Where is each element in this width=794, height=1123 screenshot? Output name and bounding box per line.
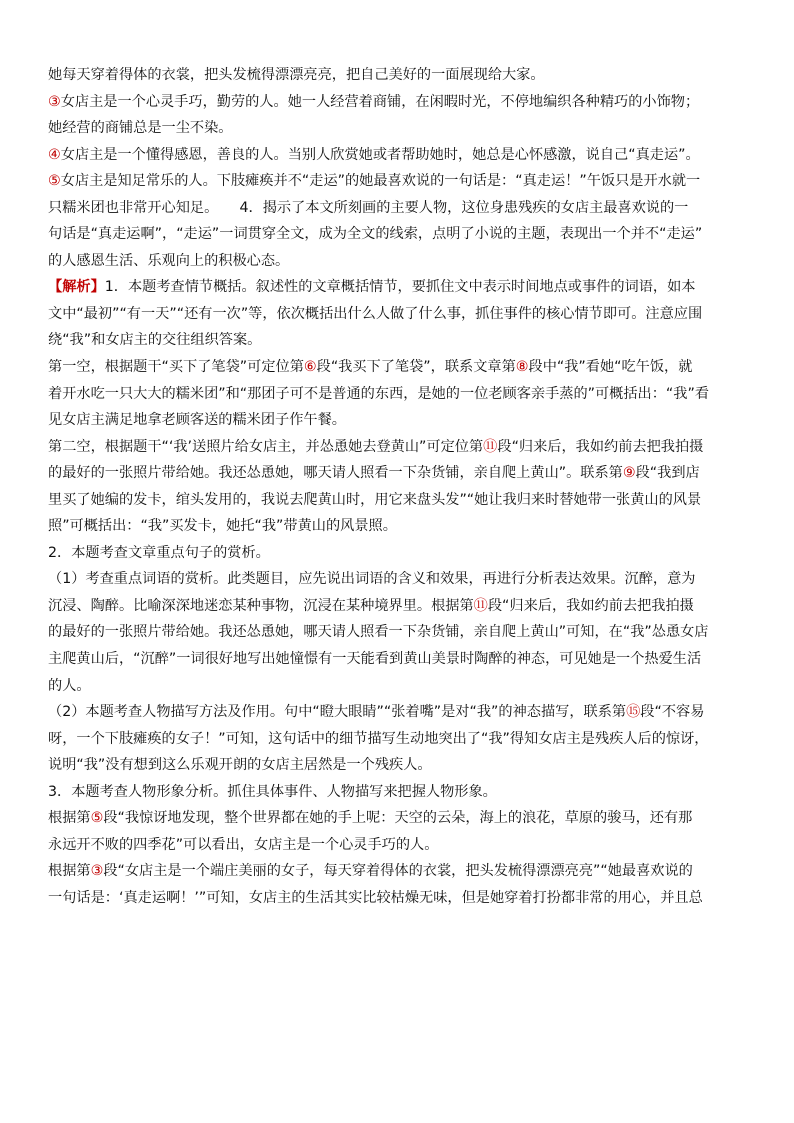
text-segment: 呀，一个下肢瘫痪的女子！”可知，这句话中的细节描写生动地突出了“我”得知女店主是残疾人后的惊讶， [48, 730, 709, 747]
highlighted-text: ③ [90, 863, 104, 880]
text-segment: 女店主是一个心灵手巧，勤劳的人。她一人经营着商铺，在闲暇时光，不停地编织各种精巧的小饰物； [60, 93, 700, 110]
text-line [48, 460, 748, 487]
text-segment: 根据第 [48, 810, 91, 827]
text-segment: 第一空，根据题干“买下了笔袋”可定位第 [48, 359, 304, 376]
text-line [48, 487, 748, 514]
text-line [48, 62, 748, 89]
text-line [48, 381, 748, 408]
highlighted-text: ⑨ [622, 465, 636, 482]
text-segment: 她经营的商铺总是一尘不染。 [48, 120, 233, 137]
text-segment: 段“归来后，我如约前去把我拍摄 [497, 438, 704, 455]
text-segment: 沉浸、陶醉。比喻深深地迷恋某种事物，沉浸在某种境界里。根据第 [48, 597, 474, 614]
text-line [48, 274, 748, 301]
text-segment: 她每天穿着得体的衣裳，把头发梳得漂漂亮亮，把自己美好的一面展现给大家。 [48, 67, 545, 83]
text-line [48, 779, 748, 806]
text-segment: 根据第 [48, 863, 91, 880]
text-line [48, 752, 748, 779]
text-segment: 段“归来后，我如约前去把我拍摄 [487, 597, 694, 614]
text-segment: 着开水吃一只大大的糯米团”和“那团子可不是普通的东西，是她的一位老顾客亲手蒸的”可概括出：“我”看 [48, 385, 710, 402]
text-line [48, 89, 748, 116]
text-segment: 照”可概括出：“我”买发卡，她托“我”带黄山的风景照。 [48, 518, 397, 535]
text-line [48, 646, 748, 673]
text-segment: 主爬黄山后，“沉醉”一词很好地写出她憧憬有一天能看到黄山美景时陶醉的神态，可见她是一个热爱生活 [48, 651, 702, 668]
highlighted-text: ⑪ [473, 597, 488, 614]
text-line [48, 858, 748, 885]
text-segment: （1）考查重点词语的赏析。此类题目，应先说出词语的含义和效果，再进行分析表达效果。沉醉，意为 [48, 571, 696, 588]
text-line [48, 673, 748, 700]
text-segment: 见女店主满足地拿老顾客送的糯米团子作午餐。 [48, 412, 346, 429]
text-line [48, 434, 748, 461]
highlighted-text: ③ [48, 93, 61, 110]
text-line [48, 540, 748, 567]
highlighted-text: ⑤ [90, 810, 104, 827]
text-line [48, 619, 748, 646]
text-segment: 3．本题考查人物形象分析。抓住具体事件、人物描写来把握人物形象。 [48, 783, 497, 800]
highlighted-text: 【解析】 [48, 279, 105, 296]
text-line [48, 699, 748, 726]
text-segment: （2）本题考查人物描写方法及作用。句中“瞪大眼睛”“张着嘴”是对“我”的神态描写，联系第 [48, 704, 627, 721]
text-line [48, 407, 748, 434]
highlighted-text: ⑤ [48, 173, 61, 190]
text-line [48, 115, 748, 142]
text-segment: 的人。 [48, 677, 91, 694]
text-segment: 段“我买下了笔袋”，联系文章第 [316, 359, 516, 376]
text-segment: 段“不容易 [640, 704, 705, 721]
text-segment: 1．本题考查情节概括。叙述性的文章概括情节，要抓住文中表示时间地点或事件的词语，如本 [104, 279, 696, 296]
text-line [48, 195, 748, 222]
highlighted-text: ⑥ [303, 359, 317, 376]
highlighted-text: ⑮ [626, 704, 641, 721]
text-segment: 的最好的一张照片带给她。我还怂恿她，哪天请人照看一下杂货铺，亲自爬上黄山”。联系第 [48, 465, 623, 482]
text-line [48, 566, 748, 593]
text-segment: 段“我到店 [635, 465, 700, 482]
text-segment: 句话是“真走运啊”，“走运”一词贯穿全文，成为全文的线索，点明了小说的主题，表现出一个并不“走运” [48, 226, 703, 243]
text-line [48, 832, 748, 859]
text-segment: 段“我惊讶地发现，整个世界都在她的手上呢：天空的云朵，海上的浪花，草原的骏马，还有那 [103, 810, 693, 827]
text-segment: 的最好的一张照片带给她。我还怂恿她，哪天请人照看一下杂货铺，亲自爬上黄山”可知，在“我”怂恿女店 [48, 624, 709, 641]
text-segment: 只糯米团也非常开心知足。 4．揭示了本文所刻画的主要人物，这位身患残疾的女店主最喜欢说的一 [48, 199, 689, 216]
text-line [48, 248, 748, 275]
highlighted-text: ⑪ [483, 438, 498, 455]
text-segment: 2．本题考查文章重点句子的赏析。 [48, 544, 270, 561]
highlighted-text: ④ [48, 146, 61, 163]
text-segment: 的人感恩生活、乐观向上的积极心态。 [48, 252, 290, 269]
document-page [48, 62, 748, 912]
text-line [48, 301, 748, 328]
text-segment: 第二空，根据题干“‘我’送照片给女店主，并怂恿她去登黄山”可定位第 [48, 438, 484, 455]
text-line [48, 142, 748, 169]
highlighted-text: ⑧ [515, 359, 529, 376]
text-line [48, 513, 748, 540]
text-line [48, 221, 748, 248]
text-segment: 一句话是：‘真走运啊！’”可知，女店主的生活其实比较枯燥无味，但是她穿着打扮都非常的用心，并且总 [48, 889, 703, 906]
text-line [48, 593, 748, 620]
text-segment: 里买了她编的发卡，绾头发用的，我说去爬黄山时，用它来盘头发”“她让我归来时替她带一张黄山的风景 [48, 491, 702, 508]
text-line [48, 726, 748, 753]
text-line [48, 168, 748, 195]
text-line [48, 805, 748, 832]
text-segment: 永远开不败的四季花”可以看出，女店主是一个心灵手巧的人。 [48, 836, 439, 853]
text-segment: 文中“最初”“有一天”“还有一次”等，依次概括出什么人做了什么事，抓住事件的核心情节即可。注意应围 [48, 305, 703, 322]
text-line [48, 327, 748, 354]
text-segment: 女店主是一个懂得感恩，善良的人。当别人欣赏她或者帮助她时，她总是心怀感激，说自己“真走运”。 [60, 146, 700, 163]
text-segment: 绕“我”和女店主的交往组织答案。 [48, 332, 262, 349]
text-line [48, 885, 748, 912]
text-segment: 说明“我”没有想到这么乐观开朗的女店主居然是一个残疾人。 [48, 757, 432, 774]
text-segment: 女店主是知足常乐的人。下肢瘫痪并不“走运”的她最喜欢说的一句话是：“真走运！”午饭只是开水就一 [60, 173, 701, 190]
text-segment: 段中“我”看她“吃午饭，就 [528, 359, 693, 376]
text-line [48, 354, 748, 381]
text-segment: 段“女店主是一个端庄美丽的女子，每天穿着得体的衣裳，把头发梳得漂漂亮亮”“她最喜欢说的 [103, 863, 693, 880]
